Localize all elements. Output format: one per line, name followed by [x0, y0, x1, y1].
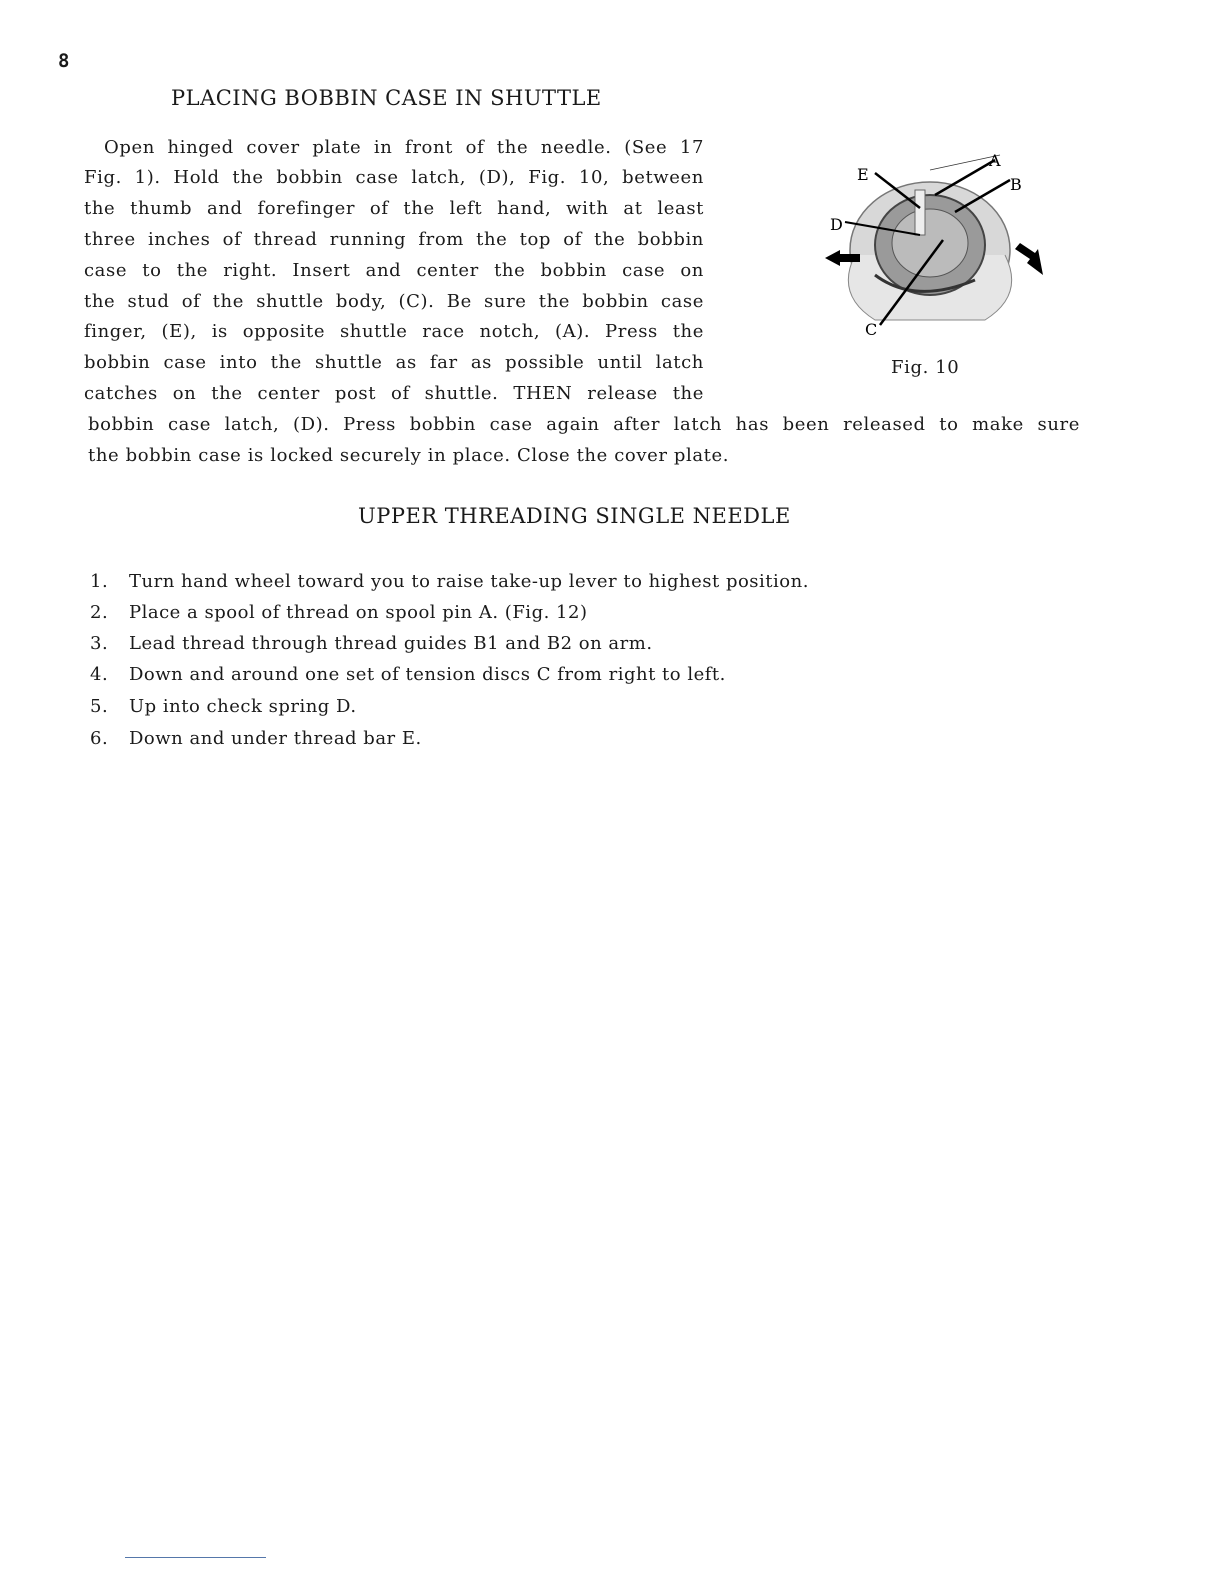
- paragraph-line: the stud of the shuttle body, (C). Be sure the bobbin case: [84, 291, 704, 312]
- paragraph-line: the thumb and forefinger of the left hand, with at least: [84, 198, 704, 219]
- step-number: 5.: [90, 696, 109, 717]
- step-text: Place a spool of thread on spool pin A. (Fig. 12): [129, 602, 588, 623]
- paragraph-line: Open hinged cover plate in front of the needle. (See 17: [104, 137, 704, 158]
- step-number: 6.: [90, 728, 109, 749]
- step-number: 1.: [90, 571, 109, 592]
- step-number: 4.: [90, 664, 109, 685]
- step-number: 3.: [90, 633, 109, 654]
- paragraph-line: finger, (E), is opposite shuttle race notch, (A). Press the: [84, 321, 704, 342]
- section-heading-bobbin-case: PLACING BOBBIN CASE IN SHUTTLE: [171, 86, 602, 110]
- footer-rule: [125, 1557, 266, 1558]
- paragraph-line: the bobbin case is locked securely in place. Close the cover plate.: [88, 445, 730, 466]
- step-number: 2.: [90, 602, 109, 623]
- step-text: Down and around one set of tension discs C from right to left.: [129, 664, 726, 685]
- paragraph-line: three inches of thread running from the top of the bobbin: [84, 229, 704, 250]
- paragraph-line: bobbin case latch, (D). Press bobbin case again after latch has been released to make sure: [88, 414, 1080, 435]
- label-d: D: [830, 215, 843, 234]
- paragraph-line: Fig. 1). Hold the bobbin case latch, (D), Fig. 10, between: [84, 167, 704, 188]
- step-text: Up into check spring D.: [129, 696, 357, 717]
- page-number: 8: [58, 50, 70, 72]
- step-text: Lead thread through thread guides B1 and B2 on arm.: [129, 633, 653, 654]
- section-heading-upper-threading: UPPER THREADING SINGLE NEEDLE: [358, 504, 791, 528]
- paragraph-line: bobbin case into the shuttle as far as possible until latch: [84, 352, 704, 373]
- paragraph-line: case to the right. Insert and center the bobbin case on: [84, 260, 704, 281]
- paragraph-line: catches on the center post of shuttle. THEN release the: [84, 383, 704, 404]
- label-c: C: [865, 320, 878, 339]
- step-text: Turn hand wheel toward you to raise take-up lever to highest position.: [129, 571, 809, 592]
- label-e: E: [857, 165, 869, 184]
- label-a: A: [989, 151, 1001, 170]
- label-b: B: [1010, 175, 1022, 194]
- bobbin-case-figure: [815, 135, 1045, 340]
- figure-caption: Fig. 10: [891, 357, 960, 378]
- step-text: Down and under thread bar E.: [129, 728, 422, 749]
